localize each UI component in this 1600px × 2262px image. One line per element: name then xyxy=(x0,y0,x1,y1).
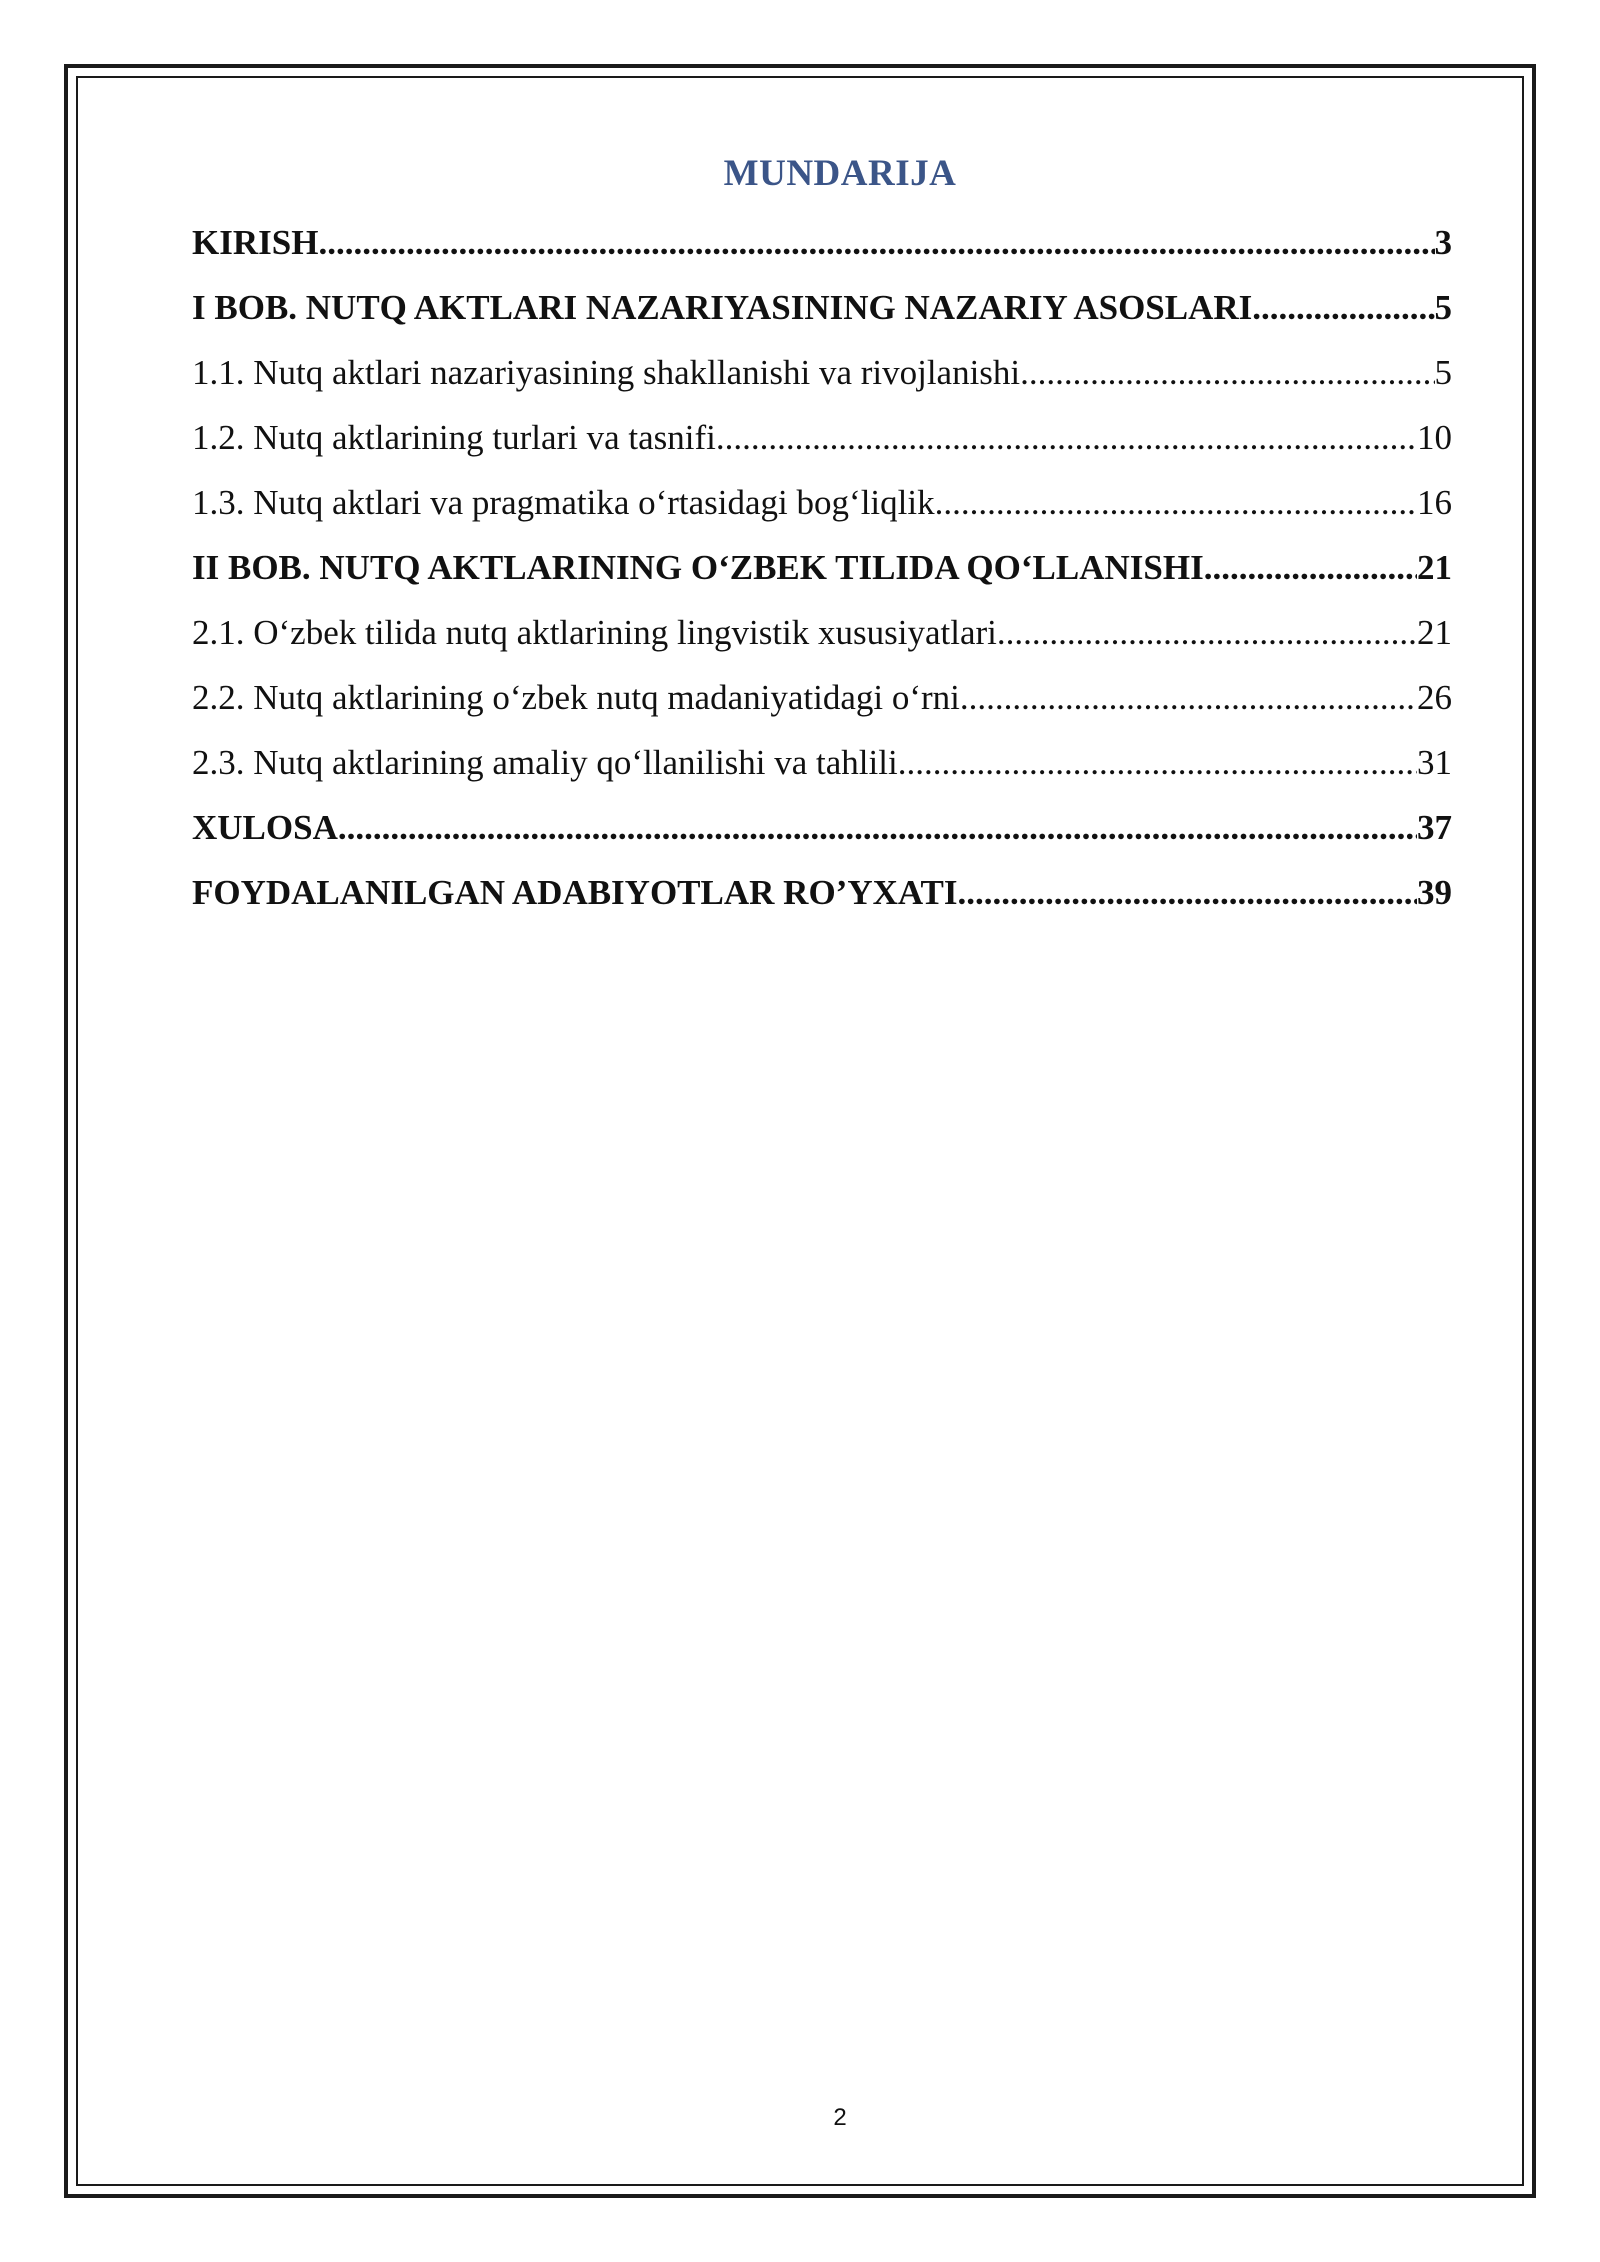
toc-entry-section-2-3[interactable] xyxy=(192,730,1452,795)
toc-entry-page: 16 xyxy=(1417,483,1452,522)
toc-entry-section-1-3[interactable] xyxy=(192,470,1452,535)
toc-leader-dots xyxy=(958,860,1417,925)
toc-entry-section-1-1[interactable] xyxy=(192,340,1452,405)
toc-entry-label: 2.2. Nutq aktlarining o‘zbek nutq madaniyatidagi o‘rni xyxy=(192,678,960,717)
toc-entry-label: KIRISH xyxy=(192,223,319,262)
toc-leader-dots xyxy=(716,405,1417,470)
toc-entry-page: 39 xyxy=(1417,873,1452,912)
toc-entry-section-2-1[interactable] xyxy=(192,600,1452,665)
toc-entry-label: 2.3. Nutq aktlarining amaliy qo‘llanilishi va tahlili xyxy=(192,743,898,782)
toc-entry-page: 5 xyxy=(1434,353,1452,392)
toc-leader-dots xyxy=(318,210,1434,275)
toc-entry-label: II BOB. NUTQ AKTLARINING O‘ZBEK TILIDA QO‘LLANISHI xyxy=(192,548,1204,587)
toc-entry-label: 1.1. Nutq aktlari nazariyasining shakllanishi va rivojlanishi xyxy=(192,353,1021,392)
toc-entry-label: FOYDALANILGAN ADABIYOTLAR RO’YXATI xyxy=(192,873,958,912)
toc-entry-page: 5 xyxy=(1434,288,1452,327)
toc-entry-xulosa[interactable] xyxy=(192,795,1452,860)
page-title: MUNDARIJA xyxy=(723,153,957,194)
toc-entry-label: 1.3. Nutq aktlari va pragmatika o‘rtasidagi bog‘liqlik xyxy=(192,483,935,522)
toc-leader-dots xyxy=(1252,275,1434,340)
toc-entry-page: 37 xyxy=(1417,808,1452,847)
toc-entry-page: 10 xyxy=(1417,418,1452,457)
toc-leader-dots xyxy=(997,600,1417,665)
table-of-contents xyxy=(192,210,1452,925)
toc-leader-dots xyxy=(338,795,1417,860)
toc-entry-page: 21 xyxy=(1417,613,1452,652)
toc-leader-dots xyxy=(935,470,1417,535)
toc-leader-dots xyxy=(1204,535,1417,600)
toc-entry-label: XULOSA xyxy=(192,808,338,847)
toc-entry-chapter-2[interactable] xyxy=(192,535,1452,600)
toc-entry-section-2-2[interactable] xyxy=(192,665,1452,730)
toc-leader-dots xyxy=(898,730,1417,795)
toc-entry-page: 31 xyxy=(1417,743,1452,782)
toc-entry-page: 26 xyxy=(1417,678,1452,717)
toc-entry-section-1-2[interactable] xyxy=(192,405,1452,470)
toc-entry-label: I BOB. NUTQ AKTLARI NAZARIYASINING NAZARIY ASOSLARI xyxy=(192,288,1253,327)
toc-entry-chapter-1[interactable] xyxy=(192,275,1452,340)
page-number: 2 xyxy=(833,2104,847,2131)
toc-leader-dots xyxy=(960,665,1417,730)
toc-entry-page: 21 xyxy=(1417,548,1452,587)
toc-entry-kirish[interactable] xyxy=(192,210,1452,275)
toc-entry-label: 2.1. O‘zbek tilida nutq aktlarining lingvistik xususiyatlari xyxy=(192,613,997,652)
toc-entry-references[interactable] xyxy=(192,860,1452,925)
toc-entry-page: 3 xyxy=(1434,223,1452,262)
toc-leader-dots xyxy=(1020,340,1434,405)
toc-entry-label: 1.2. Nutq aktlarining turlari va tasnifi xyxy=(192,418,716,457)
